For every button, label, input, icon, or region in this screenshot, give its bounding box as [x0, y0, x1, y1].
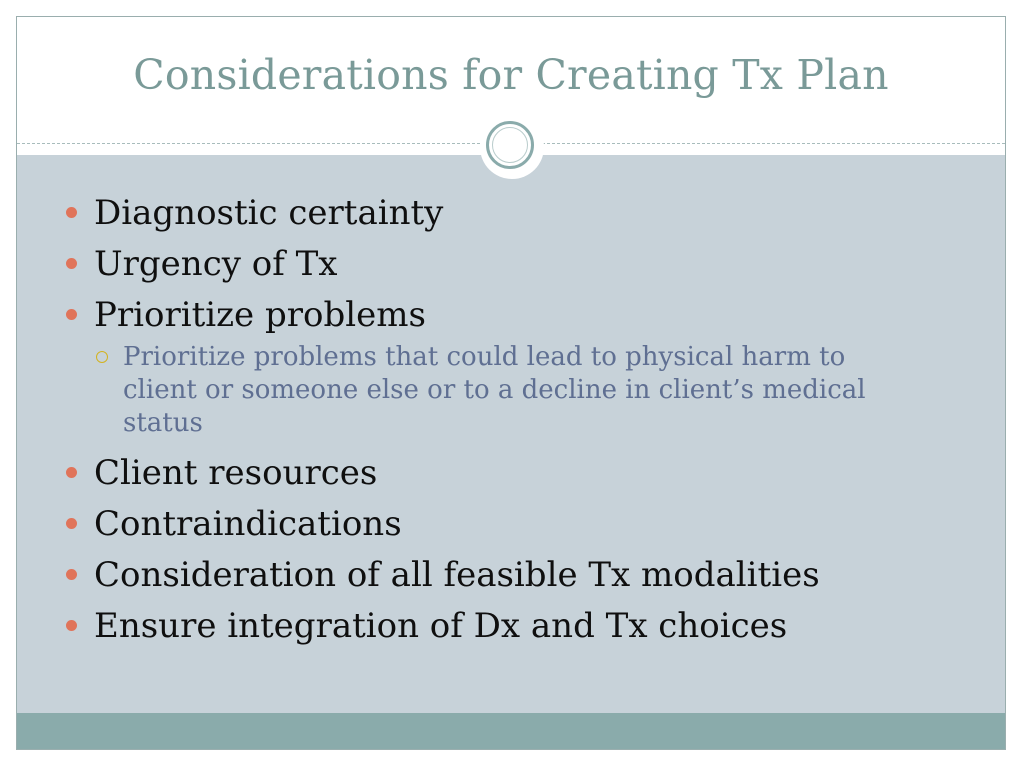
sub-bullet-item — [62, 341, 923, 440]
bullet-list — [62, 192, 962, 656]
bullet-item — [62, 192, 962, 234]
bullet-text: Diagnostic certainty — [94, 193, 444, 233]
bullet-dot-icon — [66, 569, 77, 580]
bullet-item — [62, 503, 962, 545]
bullet-dot-icon — [66, 467, 77, 478]
bullet-item — [62, 452, 962, 494]
bullet-item — [62, 554, 962, 596]
bullet-text: Ensure integration of Dx and Tx choices — [94, 606, 788, 646]
bullet-text: Contraindications — [94, 504, 402, 544]
bullet-dot-icon — [66, 207, 77, 218]
bullet-item — [62, 294, 962, 336]
bullet-dot-icon — [66, 620, 77, 631]
sub-bullet-text: Prioritize problems that could lead to physical harm to client or someone else or to a decline in client’s medical status — [123, 342, 866, 438]
bullet-dot-icon — [66, 258, 77, 269]
slide-title: Considerations for Creating Tx Plan — [133, 51, 889, 99]
bullet-text: Prioritize problems — [94, 295, 426, 335]
bullet-item — [62, 243, 962, 285]
footer-band — [17, 713, 1005, 749]
divider-ornament-inner-ring — [492, 127, 528, 163]
bullet-dot-icon — [66, 309, 77, 320]
bullet-dot-icon — [66, 518, 77, 529]
bullet-text: Consideration of all feasible Tx modalities — [94, 555, 820, 595]
sub-bullet-ring-icon — [96, 351, 108, 363]
bullet-item — [62, 605, 962, 647]
bullet-text: Urgency of Tx — [94, 244, 338, 284]
bullet-text: Client resources — [94, 453, 378, 493]
